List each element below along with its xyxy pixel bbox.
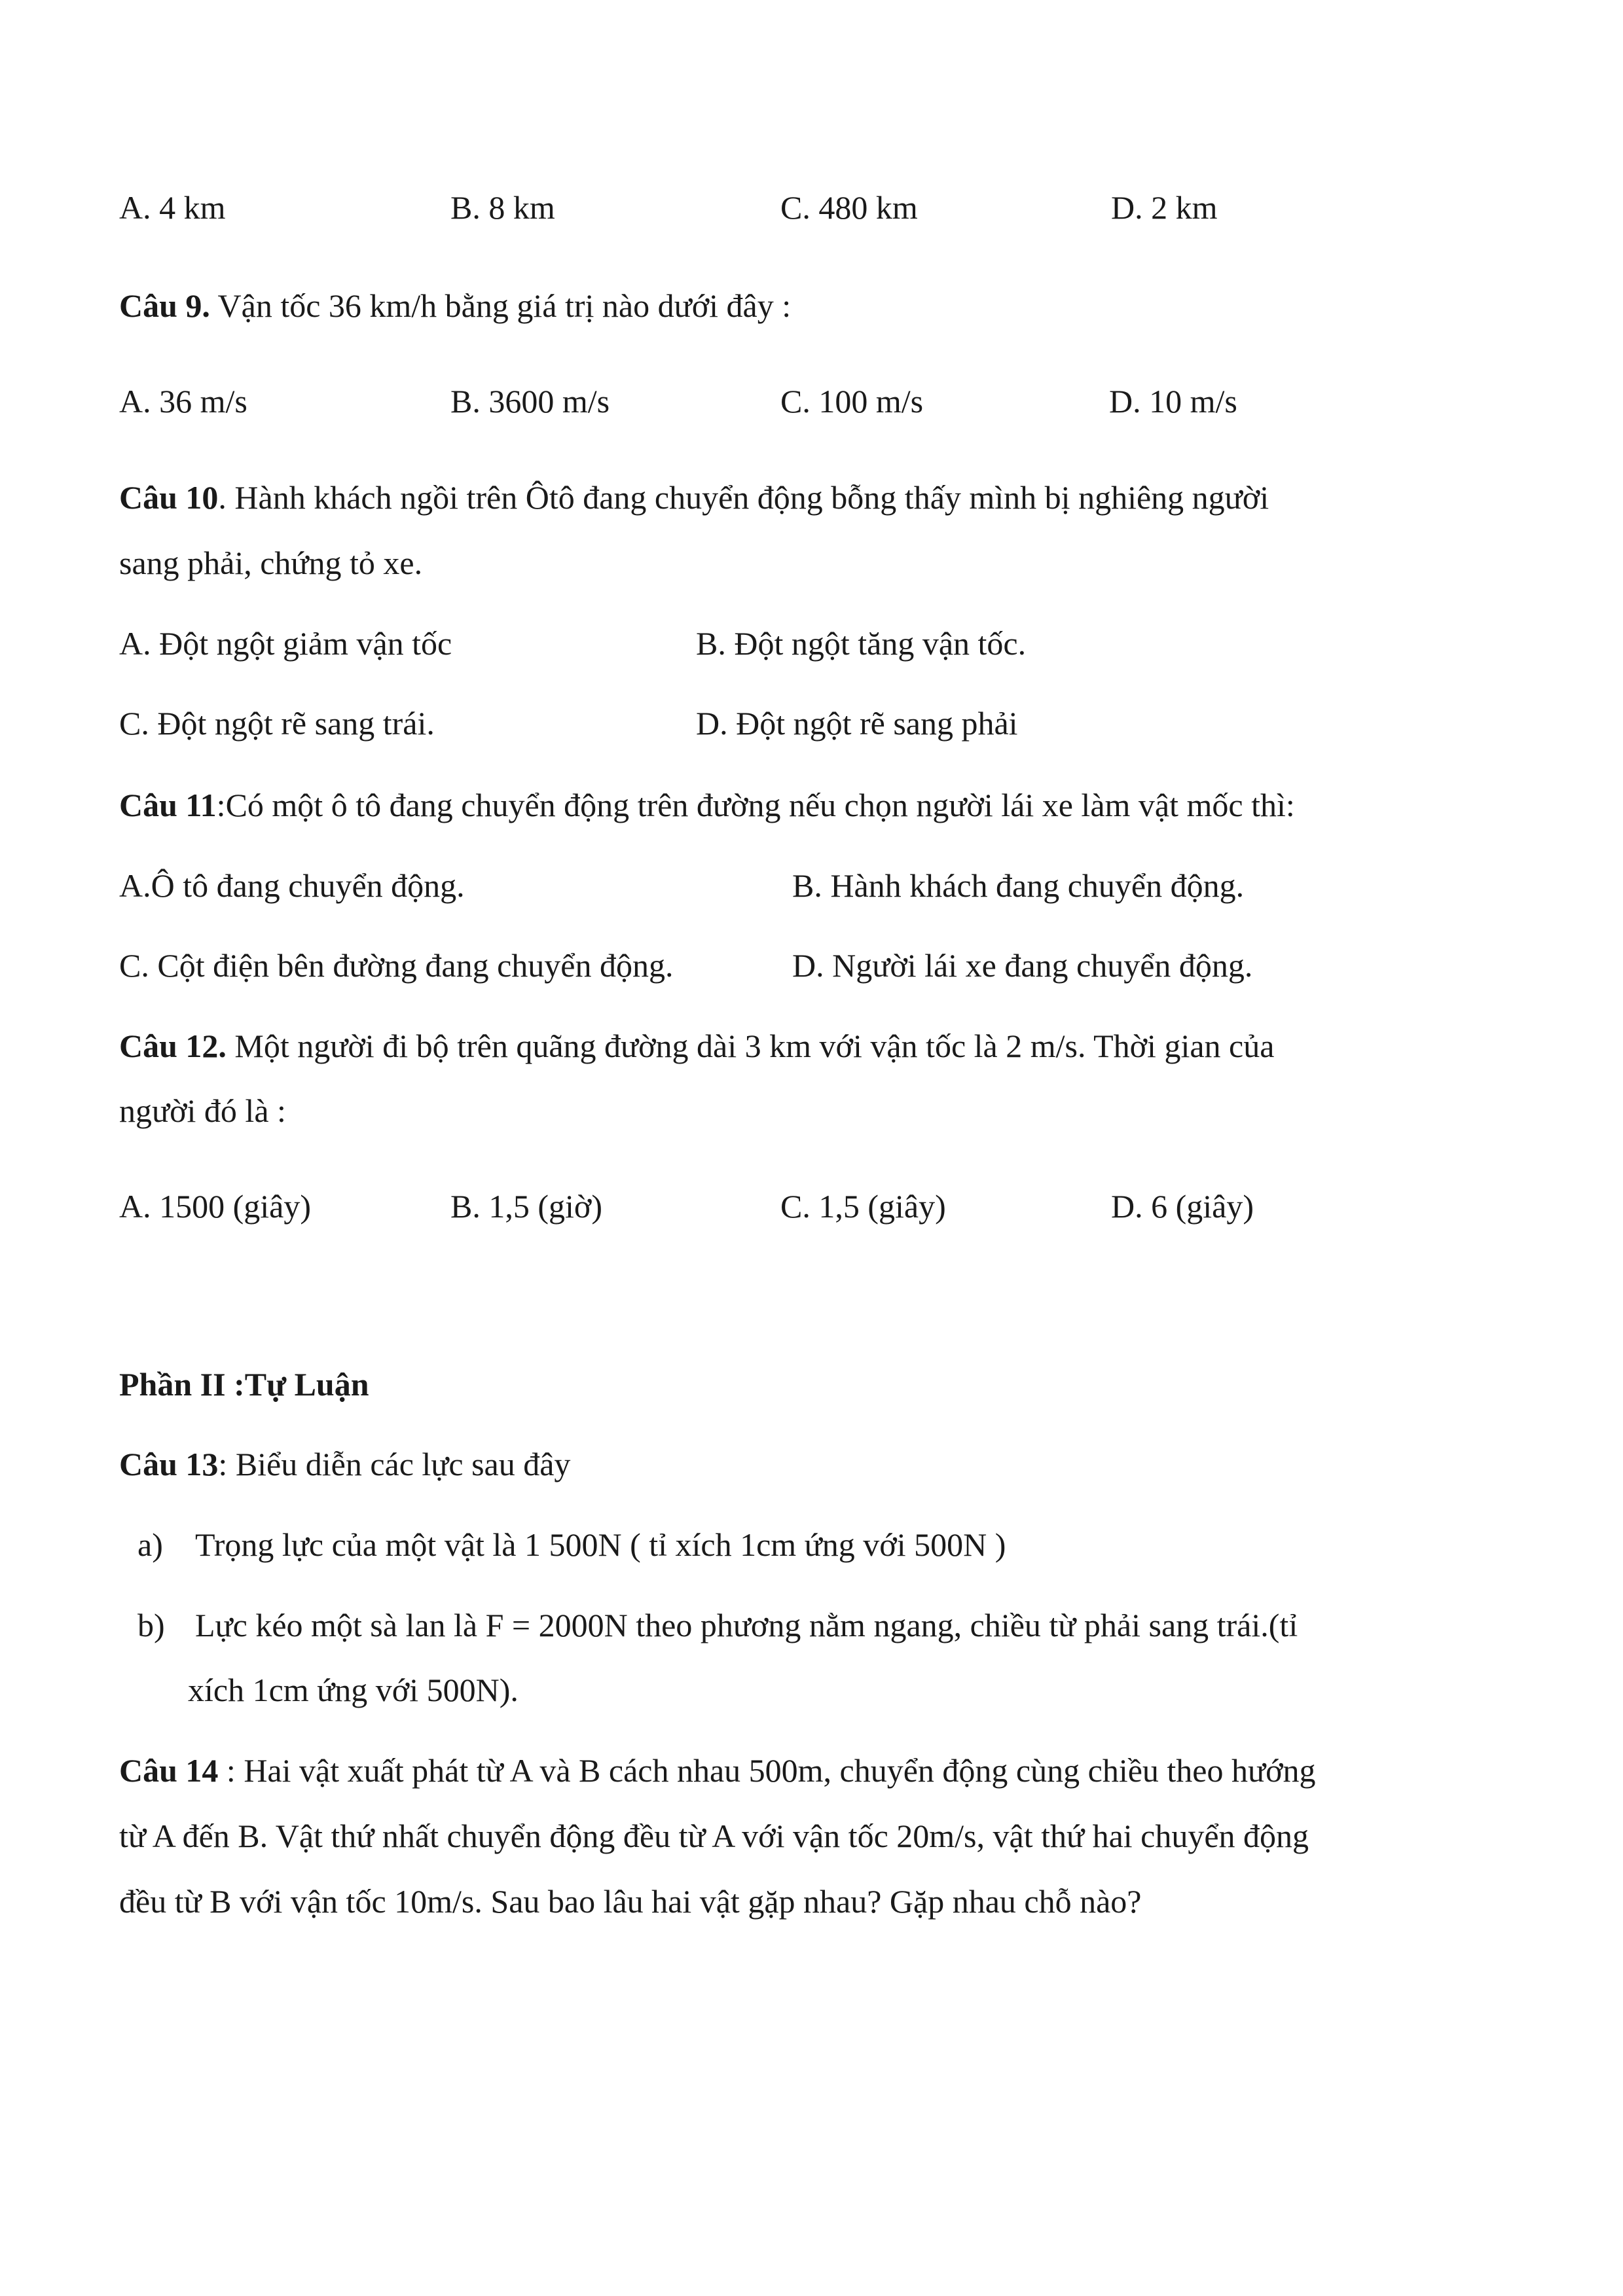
question-14-label: Câu 14 [119,1752,219,1789]
question-14-text-line-1: : Hai vật xuất phát từ A và B cách nhau 500m, chuyển động cùng chiều theo hướng [218,1752,1316,1789]
q12-option-c: C. 1,5 (giây) [780,1188,946,1225]
question-11-text: :Có một ô tô đang chuyển động trên đường nếu chọn người lái xe làm vật mốc thì: [216,787,1295,823]
question-9 [119,289,791,322]
question-13-text: : Biểu diễn các lực sau đây [218,1446,571,1482]
q8-option-d: D. 2 km [1111,189,1218,226]
q10-option-b: B. Đột ngột tăng vận tốc. [696,625,1027,662]
question-14-text-line-3: đều từ B với vận tốc 10m/s. Sau bao lâu hai vật gặp nhau? Gặp nhau chỗ nào? [119,1883,1142,1920]
question-13-part-a-text: Trọng lực của một vật là 1 500N ( tỉ xích 1cm ứng với 500N ) [195,1526,1006,1563]
q10-option-c: C. Đột ngột rẽ sang trái. [119,705,435,742]
question-10-text-line-2: sang phải, chứng tỏ xe. [119,545,423,581]
q8-option-b: B. 8 km [450,189,555,226]
question-10-text-line-1: . Hành khách ngồi trên Ôtô đang chuyển động bỗng thấy mình bị nghiêng người [218,479,1269,516]
part-2-title: Phần II :Tự Luận [119,1366,369,1403]
q8-option-a: A. 4 km [119,189,226,226]
q10-option-a: A. Đột ngột giảm vận tốc [119,625,452,662]
q8-option-c: C. 480 km [780,189,918,226]
q9-option-b: B. 3600 m/s [450,383,610,420]
question-13-part-b-label: b) [137,1607,165,1643]
q11-option-b: B. Hành khách đang chuyển động. [792,867,1245,904]
q11-option-d: D. Người lái xe đang chuyển động. [792,947,1253,984]
question-12-text-line-2: người đó là : [119,1092,286,1129]
q9-option-c: C. 100 m/s [780,383,924,420]
q11-option-c: C. Cột điện bên đường đang chuyển động. [119,947,674,984]
question-13 [119,1448,570,1480]
question-13-part-b-text-line-1: Lực kéo một sà lan là F = 2000N theo phương nằm ngang, chiều từ phải sang trái.(tỉ [195,1607,1298,1643]
question-12-label: Câu 12. [119,1028,227,1064]
question-10-line-1 [119,481,1269,514]
question-10-label: Câu 10 [119,479,219,516]
question-13-part-b [137,1609,1298,1641]
q9-option-a: A. 36 m/s [119,383,247,420]
question-9-text: Vận tốc 36 km/h bằng giá trị nào dưới đây : [210,287,792,324]
question-12-line-1 [119,1030,1274,1062]
question-11-label: Câu 11 [119,787,217,823]
q11-option-a: A.Ô tô đang chuyển động. [119,867,465,904]
question-9-label: Câu 9. [119,287,210,324]
question-14-text-line-2: từ A đến B. Vật thứ nhất chuyển động đều từ A với vận tốc 20m/s, vật thứ hai chuyển động [119,1818,1309,1854]
question-13-part-a [137,1528,1006,1561]
q12-option-a: A. 1500 (giây) [119,1188,311,1225]
question-13-part-a-label: a) [137,1526,163,1563]
q12-option-b: B. 1,5 (giờ) [450,1188,602,1225]
question-14-line-1 [119,1754,1316,1787]
q10-option-d: D. Đột ngột rẽ sang phải [696,705,1018,742]
question-13-part-b-text-line-2: xích 1cm ứng với 500N). [188,1672,519,1708]
question-12-text-line-1: Một người đi bộ trên quãng đường dài 3 km với vận tốc là 2 m/s. Thời gian của [226,1028,1275,1064]
q12-option-d: D. 6 (giây) [1111,1188,1254,1225]
q9-option-d: D. 10 m/s [1109,383,1237,420]
question-11 [119,789,1295,821]
question-13-label: Câu 13 [119,1446,219,1482]
